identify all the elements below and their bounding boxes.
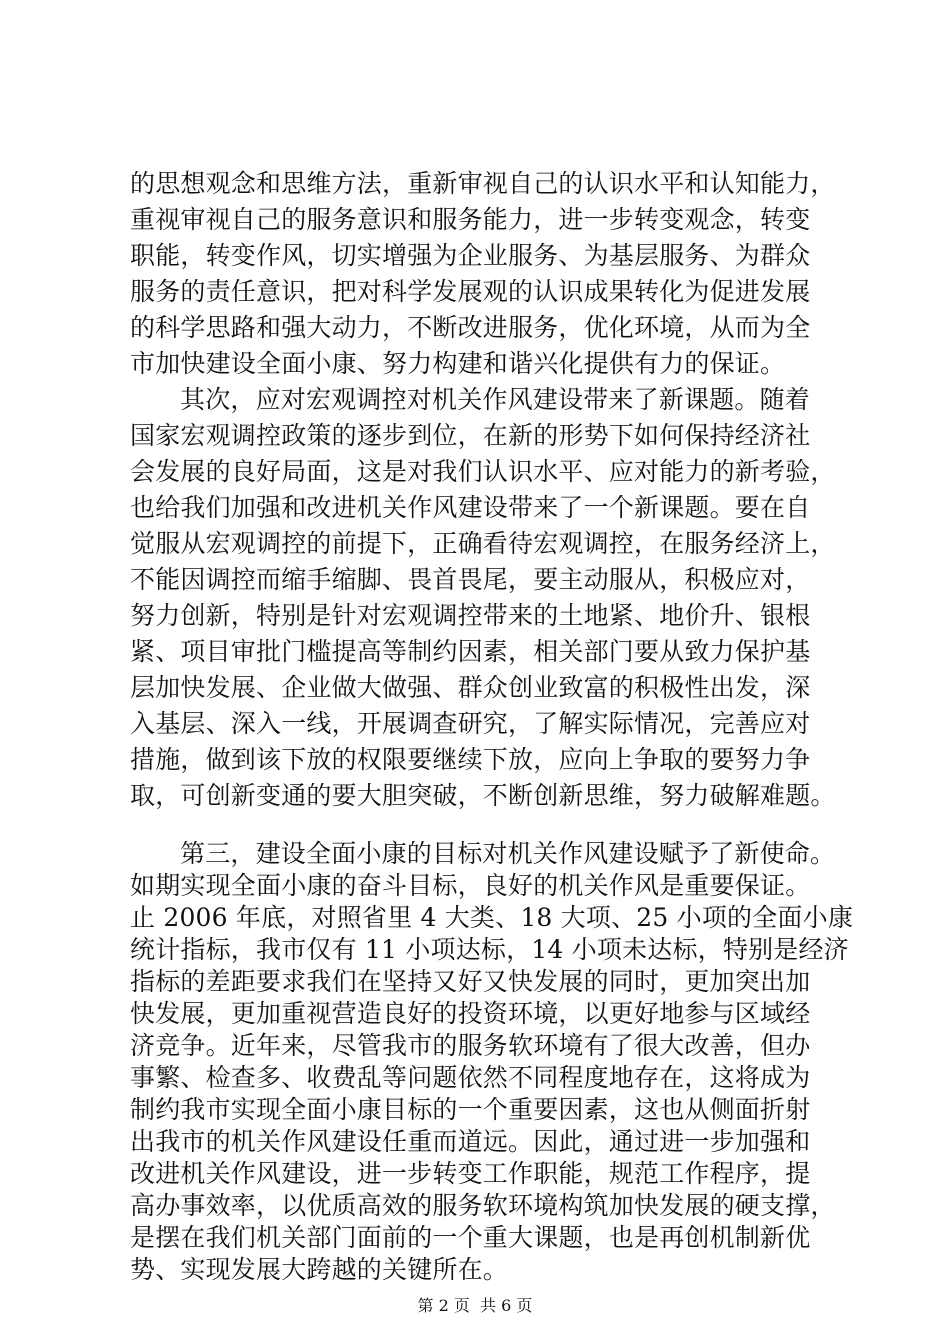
paragraph-2-line-3: 会发展的良好局面，这是对我们认识水平、应对能力的新考验， (130, 457, 836, 486)
paragraph-3-line-12: 高办事效率，以优质高效的服务软环境构筑加快发展的硬支撑， (130, 1191, 836, 1220)
paragraph-2-line-11: 措施，做到该下放的权限要继续下放，应向上争取的要努力争 (130, 745, 811, 774)
paragraph-3-line-3: 止 2006 年底，对照省里 4 大类、18 大项、25 小项的全面小康 (130, 903, 854, 932)
paragraph-2-line-4: 也给我们加强和改进机关作风建设带来了一个新课题。要在自 (130, 493, 811, 522)
paragraph-3-line-5: 指标的差距要求我们在坚持又好又快发展的同时，更加突出加 (130, 967, 811, 996)
paragraph-3-line-1: 第三，建设全面小康的目标对机关作风建设赋予了新使命。 (180, 839, 836, 868)
paragraph-1-line-5: 的科学思路和强大动力，不断改进服务，优化环境，从而为全 (130, 313, 811, 342)
paragraph-2-line-10: 入基层、深入一线，开展调查研究，了解实际情况，完善应对 (130, 709, 811, 738)
paragraph-2-line-7: 努力创新，特别是针对宏观调控带来的土地紧、地价升、银根 (130, 601, 811, 630)
page-number-footer: 第 2 页 共 6 页 (417, 1296, 533, 1315)
paragraph-1-line-4: 服务的责任意识，把对科学发展观的认识成果转化为促进发展 (130, 277, 811, 306)
paragraph-2-line-9: 层加快发展、企业做大做强、群众创业致富的积极性出发，深 (130, 673, 811, 702)
paragraph-3-line-7: 济竞争。近年来，尽管我市的服务软环境有了很大改善，但办 (130, 1031, 811, 1060)
paragraph-2-line-6: 不能因调控而缩手缩脚、畏首畏尾，要主动服从，积极应对， (130, 565, 811, 594)
paragraph-2-line-1: 其次，应对宏观调控对机关作风建设带来了新课题。随着 (180, 385, 811, 414)
paragraph-3-line-9: 制约我市实现全面小康目标的一个重要因素，这也从侧面折射 (130, 1095, 811, 1124)
paragraph-1-line-1: 的思想观念和思维方法，重新审视自己的认识水平和认知能力， (130, 169, 836, 198)
paragraph-3-line-11: 改进机关作风建设，进一步转变工作职能，规范工作程序，提 (130, 1159, 811, 1188)
paragraph-2-line-12: 取，可创新变通的要大胆突破，不断创新思维，努力破解难题。 (130, 781, 836, 810)
paragraph-3-line-4: 统计指标，我市仅有 11 小项达标，14 小项未达标，特别是经济 (130, 935, 849, 964)
paragraph-2-line-2: 国家宏观调控政策的逐步到位，在新的形势下如何保持经济社 (130, 421, 811, 450)
paragraph-3-line-6: 快发展，更加重视营造良好的投资环境，以更好地参与区域经 (130, 999, 811, 1028)
paragraph-3-line-10: 出我市的机关作风建设任重而道远。因此，通过进一步加强和 (130, 1127, 811, 1156)
paragraph-1-line-2: 重视审视自己的服务意识和服务能力，进一步转变观念，转变 (130, 205, 811, 234)
paragraph-3-line-14: 势、实现发展大跨越的关键所在。 (130, 1255, 509, 1284)
paragraph-3-line-13: 是摆在我们机关部门面前的一个重大课题，也是再创机制新优 (130, 1223, 811, 1252)
paragraph-2-line-5: 觉服从宏观调控的前提下，正确看待宏观调控，在服务经济上， (130, 529, 836, 558)
paragraph-2-line-8: 紧、项目审批门槛提高等制约因素，相关部门要从致力保护基 (130, 637, 811, 666)
paragraph-1-line-3: 职能，转变作风，切实增强为企业服务、为基层服务、为群众 (130, 241, 811, 270)
paragraph-1-line-6: 市加快建设全面小康、努力构建和谐兴化提供有力的保证。 (130, 349, 786, 378)
paragraph-3-line-8: 事繁、检查多、收费乱等问题依然不同程度地存在，这将成为 (130, 1063, 811, 1092)
paragraph-3-line-2: 如期实现全面小康的奋斗目标，良好的机关作风是重要保证。 (130, 871, 811, 900)
